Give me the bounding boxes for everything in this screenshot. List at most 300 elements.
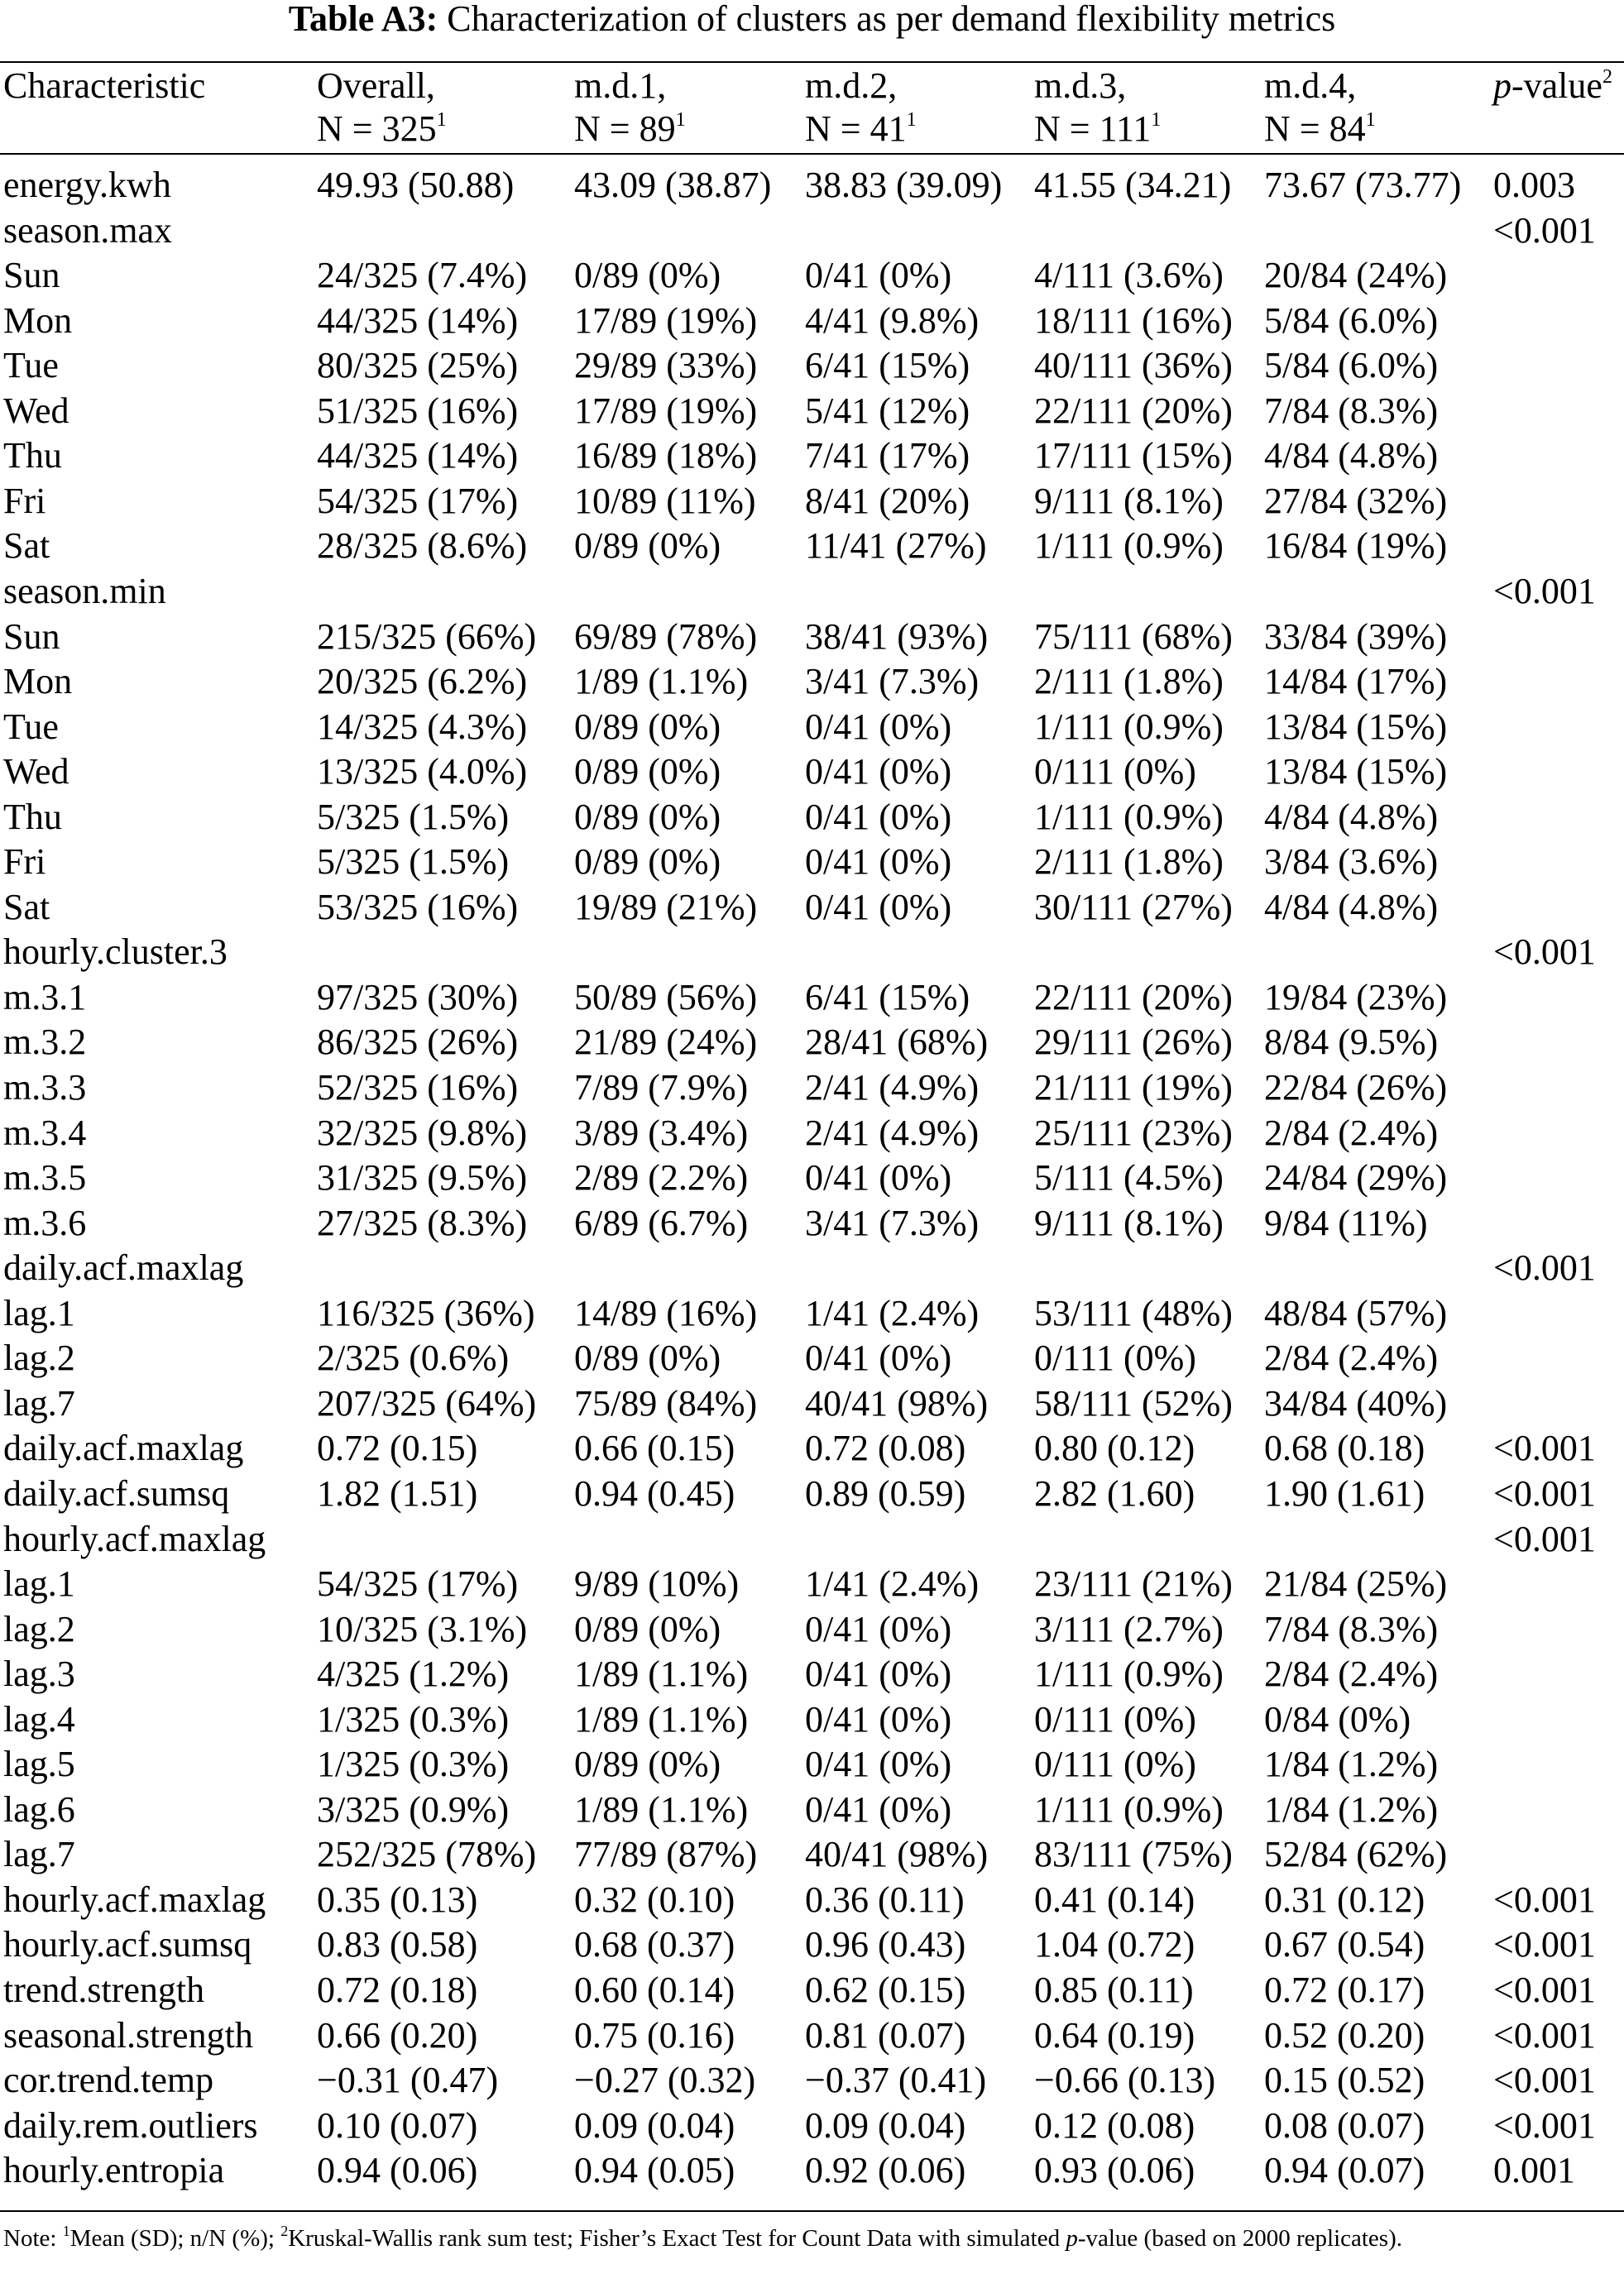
cell-md1: 16/89 (18%): [574, 435, 758, 476]
table-row: [0, 795, 1624, 840]
cell-md4: 24/84 (29%): [1264, 1157, 1448, 1199]
cell-overall: 3/325 (0.9%): [317, 1788, 510, 1830]
cell-md1: 0.94 (0.45): [574, 1472, 735, 1514]
cell-md1: 29/89 (33%): [574, 345, 758, 386]
cell-md4: 1/84 (1.2%): [1264, 1744, 1439, 1785]
table-row: [0, 1607, 1624, 1652]
cell-md1: 17/89 (19%): [574, 299, 758, 341]
cell-overall: 5/325 (1.5%): [317, 796, 510, 837]
cell-md4: 4/84 (4.8%): [1264, 435, 1439, 476]
header-overall-n: N = 325: [317, 108, 437, 149]
cell-md2: 0/41 (0%): [805, 886, 952, 927]
cell-characteristic: daily.rem.outliers: [3, 2104, 258, 2146]
cell-overall: 27/325 (8.3%): [317, 1202, 528, 1243]
cell-overall: 0.94 (0.06): [317, 2150, 478, 2191]
cell-md1: 77/89 (87%): [574, 1834, 758, 1875]
note-sup1: 1: [62, 2223, 70, 2239]
cell-md2: 0/41 (0%): [805, 255, 952, 296]
cell-md1: 1/89 (1.1%): [574, 1788, 749, 1830]
cell-p-value: <0.001: [1493, 2104, 1596, 2146]
cell-md3: 75/111 (68%): [1034, 615, 1233, 657]
cell-md2: 0.62 (0.15): [805, 1970, 966, 2010]
cell-p-value: <0.001: [1493, 1518, 1596, 1559]
cell-characteristic: Sun: [3, 255, 60, 296]
header-md4-sup: 1: [1365, 109, 1376, 131]
cell-md3: 1/111 (0.9%): [1034, 796, 1224, 837]
cell-characteristic: Sat: [3, 525, 50, 567]
cell-characteristic: daily.acf.sumsq: [3, 1472, 230, 1514]
cell-md1: 0.32 (0.10): [574, 1879, 735, 1920]
table-header: [0, 65, 1624, 147]
table-row: [0, 1111, 1624, 1156]
cell-md4: 3/84 (3.6%): [1264, 841, 1439, 883]
cell-md2: 0/41 (0%): [805, 1788, 952, 1830]
cell-md3: 0.12 (0.08): [1034, 2104, 1195, 2146]
header-md3-line1: m.d.3,: [1034, 65, 1127, 106]
cell-md1: 10/89 (11%): [574, 480, 756, 521]
cell-overall: 0.35 (0.13): [317, 1879, 478, 1920]
cell-md2: 1/41 (2.4%): [805, 1563, 980, 1605]
cell-characteristic: daily.acf.maxlag: [3, 1428, 244, 1469]
cell-md2: 0/41 (0%): [805, 751, 952, 792]
header-md1-n: N = 89: [574, 108, 676, 149]
cell-overall: 2/325 (0.6%): [317, 1338, 510, 1379]
header-md3: [1034, 65, 1161, 151]
header-p-sup: 2: [1602, 66, 1612, 88]
cell-md2: 0/41 (0%): [805, 1698, 952, 1740]
cell-p-value: <0.001: [1493, 1970, 1596, 2010]
cell-md3: 9/111 (8.1%): [1034, 1202, 1224, 1243]
table-row: [0, 1652, 1624, 1697]
cell-md4: 0.15 (0.52): [1264, 2060, 1425, 2101]
table-row: [0, 343, 1624, 388]
cell-characteristic: lag.2: [3, 1608, 75, 1649]
header-p-value: [1493, 65, 1612, 108]
table-caption-label: Table A3:: [288, 0, 438, 39]
cell-md3: 0.41 (0.14): [1034, 1879, 1195, 1920]
cell-md4: 21/84 (25%): [1264, 1563, 1448, 1605]
cell-md1: 0/89 (0%): [574, 525, 721, 567]
cell-p-value: <0.001: [1493, 1428, 1596, 1469]
cell-overall: 31/325 (9.5%): [317, 1157, 528, 1199]
cell-md2: 0.92 (0.06): [805, 2150, 966, 2191]
cell-overall: 1.82 (1.51): [317, 1472, 478, 1514]
cell-md4: 1.90 (1.61): [1264, 1472, 1425, 1514]
header-md4-line1: m.d.4,: [1264, 65, 1357, 106]
cell-md4: 34/84 (40%): [1264, 1382, 1448, 1424]
cell-overall: 54/325 (17%): [317, 480, 519, 521]
cell-md3: 0.64 (0.19): [1034, 2014, 1195, 2056]
note-part1: Mean (SD); n/N (%);: [69, 2225, 281, 2252]
header-characteristic: Characteristic: [3, 65, 206, 106]
cell-md2: 0/41 (0%): [805, 841, 952, 883]
cell-md4: 16/84 (19%): [1264, 525, 1448, 567]
cell-characteristic: hourly.acf.maxlag: [3, 1518, 266, 1559]
cell-md1: 6/89 (6.7%): [574, 1202, 749, 1243]
cell-p-value: 0.003: [1493, 165, 1575, 205]
cell-md4: 13/84 (15%): [1264, 751, 1448, 792]
cell-md2: 0/41 (0%): [805, 796, 952, 837]
cell-p-value: <0.001: [1493, 1924, 1596, 1965]
cell-md4: 13/84 (15%): [1264, 706, 1448, 747]
cell-md3: 0.80 (0.12): [1034, 1428, 1195, 1469]
cell-md3: 2/111 (1.8%): [1034, 661, 1224, 702]
table-row: [0, 2104, 1624, 2148]
cell-md3: 4/111 (3.6%): [1034, 255, 1224, 296]
cell-md3: 0/111 (0%): [1034, 1338, 1196, 1379]
cell-characteristic: Sat: [3, 886, 50, 927]
cell-md1: 1/89 (1.1%): [574, 1698, 749, 1740]
cell-md2: 8/41 (20%): [805, 480, 970, 521]
table-row: [0, 1968, 1624, 2013]
header-md4-n: N = 84: [1264, 108, 1366, 149]
table-note: [3, 2222, 1617, 2255]
cell-md4: 5/84 (6.0%): [1264, 345, 1439, 386]
cell-md1: 0/89 (0%): [574, 796, 721, 837]
table-row: [0, 840, 1624, 884]
cell-md4: 0.94 (0.07): [1264, 2150, 1425, 2191]
table-row: [0, 479, 1624, 524]
cell-p-value: <0.001: [1493, 570, 1596, 611]
cell-md2: 0.81 (0.07): [805, 2014, 966, 2056]
header-md1-sup: 1: [675, 109, 686, 131]
table-caption-text: Characterization of clusters as per demand flexibility metrics: [447, 0, 1336, 39]
cell-md3: −0.66 (0.13): [1034, 2060, 1216, 2101]
header-md3-sup: 1: [1151, 109, 1162, 131]
cell-overall: 1/325 (0.3%): [317, 1744, 510, 1785]
cell-overall: 44/325 (14%): [317, 435, 519, 476]
cell-characteristic: hourly.acf.maxlag: [3, 1879, 266, 1920]
cell-md2: 5/41 (12%): [805, 390, 970, 431]
cell-md3: 29/111 (26%): [1034, 1022, 1233, 1063]
cell-characteristic: lag.1: [3, 1292, 75, 1333]
cell-characteristic: hourly.entropia: [3, 2150, 225, 2191]
cell-p-value: <0.001: [1493, 2014, 1596, 2056]
cell-characteristic: Fri: [3, 841, 46, 883]
cell-md1: 0.94 (0.05): [574, 2150, 735, 2191]
note-p-letter: p: [1066, 2225, 1078, 2252]
cell-overall: 5/325 (1.5%): [317, 841, 510, 883]
cell-md4: 0.08 (0.07): [1264, 2104, 1425, 2146]
cell-md1: 43.09 (38.87): [574, 165, 772, 205]
cell-md1: 17/89 (19%): [574, 390, 758, 431]
cell-md2: 40/41 (98%): [805, 1382, 989, 1424]
table-row: [0, 615, 1624, 659]
cell-characteristic: Tue: [3, 345, 59, 386]
cell-md1: 0.68 (0.37): [574, 1924, 735, 1965]
cell-md2: 3/41 (7.3%): [805, 661, 980, 702]
cell-md2: 6/41 (15%): [805, 345, 970, 386]
table-row: [0, 569, 1624, 614]
cell-md3: 1/111 (0.9%): [1034, 706, 1224, 747]
cell-overall: −0.31 (0.47): [317, 2060, 499, 2101]
cell-characteristic: m.3.2: [3, 1022, 87, 1063]
cell-overall: 24/325 (7.4%): [317, 255, 528, 296]
cell-characteristic: Sun: [3, 615, 60, 657]
cell-md2: 2/41 (4.9%): [805, 1067, 980, 1108]
cell-characteristic: Wed: [3, 390, 69, 431]
cell-md2: 2/41 (4.9%): [805, 1112, 980, 1153]
cell-md2: 0/41 (0%): [805, 1654, 952, 1695]
table-row: [0, 1065, 1624, 1110]
cell-md3: 1/111 (0.9%): [1034, 1654, 1224, 1695]
cell-characteristic: lag.5: [3, 1744, 75, 1785]
cell-overall: 215/325 (66%): [317, 615, 537, 657]
header-md2: [805, 65, 917, 151]
cell-md2: 11/41 (27%): [805, 525, 987, 567]
cell-md4: 8/84 (9.5%): [1264, 1022, 1439, 1063]
cell-overall: 52/325 (16%): [317, 1067, 519, 1108]
cell-md3: 9/111 (8.1%): [1034, 480, 1224, 521]
cell-md3: 53/111 (48%): [1034, 1292, 1233, 1333]
cell-md1: 0/89 (0%): [574, 1744, 721, 1785]
cell-md4: 9/84 (11%): [1264, 1202, 1428, 1243]
cell-characteristic: m.3.3: [3, 1067, 87, 1108]
table-row: [0, 2013, 1624, 2058]
cell-md4: 0.52 (0.20): [1264, 2014, 1425, 2056]
cell-overall: 20/325 (6.2%): [317, 661, 528, 702]
cell-characteristic: m.3.6: [3, 1202, 87, 1243]
cell-characteristic: Thu: [3, 796, 62, 837]
header-overall-sup: 1: [436, 109, 447, 131]
cell-overall: 4/325 (1.2%): [317, 1654, 510, 1695]
table-row: [0, 208, 1624, 253]
note-part3: -value (based on 2000 replicates).: [1077, 2225, 1402, 2252]
cell-characteristic: daily.acf.maxlag: [3, 1247, 244, 1289]
cell-md2: 38.83 (39.09): [805, 165, 1003, 205]
cell-p-value: <0.001: [1493, 1472, 1596, 1514]
cell-overall: 51/325 (16%): [317, 390, 519, 431]
cell-characteristic: Fri: [3, 480, 46, 521]
cell-md3: 23/111 (21%): [1034, 1563, 1233, 1605]
cell-md1: 0/89 (0%): [574, 841, 721, 883]
cell-overall: 54/325 (17%): [317, 1563, 519, 1605]
cell-md3: 22/111 (20%): [1034, 976, 1233, 1017]
cell-md2: 0/41 (0%): [805, 706, 952, 747]
cell-characteristic: lag.3: [3, 1654, 75, 1695]
cell-md3: 41.55 (34.21): [1034, 165, 1232, 205]
cell-overall: 53/325 (16%): [317, 886, 519, 927]
header-md1: [574, 65, 686, 151]
header-rule: [0, 153, 1624, 155]
cell-md1: 0/89 (0%): [574, 1608, 721, 1649]
cell-overall: 0.83 (0.58): [317, 1924, 478, 1965]
table-row: [0, 1020, 1624, 1065]
table-row: [0, 1562, 1624, 1606]
cell-overall: 252/325 (78%): [317, 1834, 537, 1875]
cell-md2: 0.96 (0.43): [805, 1924, 966, 1965]
cell-p-value: <0.001: [1493, 1879, 1596, 1920]
cell-md2: 0.72 (0.08): [805, 1428, 966, 1469]
cell-md3: 3/111 (2.7%): [1034, 1608, 1224, 1649]
cell-overall: 0.72 (0.15): [317, 1428, 478, 1469]
cell-md3: 0/111 (0%): [1034, 1698, 1196, 1740]
cell-md1: 3/89 (3.4%): [574, 1112, 749, 1153]
cell-md1: 14/89 (16%): [574, 1292, 758, 1333]
cell-p-value: <0.001: [1493, 931, 1596, 973]
header-overall-line1: Overall,: [317, 65, 435, 106]
cell-overall: 49.93 (50.88): [317, 165, 515, 205]
cell-md2: 7/41 (17%): [805, 435, 970, 476]
cell-characteristic: lag.2: [3, 1338, 75, 1379]
header-md4: [1264, 65, 1376, 151]
cell-md4: 20/84 (24%): [1264, 255, 1448, 296]
cell-md4: 14/84 (17%): [1264, 661, 1448, 702]
cell-md3: 22/111 (20%): [1034, 390, 1233, 431]
table-row: [0, 1426, 1624, 1471]
cell-characteristic: seasonal.strength: [3, 2014, 253, 2056]
note-prefix: Note:: [3, 2225, 63, 2252]
cell-md1: 75/89 (84%): [574, 1382, 758, 1424]
cell-md3: 1.04 (0.72): [1034, 1924, 1195, 1965]
table-row: [0, 2148, 1624, 2193]
table-row: [0, 1472, 1624, 1516]
cell-overall: 10/325 (3.1%): [317, 1608, 528, 1649]
cell-md3: 1/111 (0.9%): [1034, 525, 1224, 567]
header-p-letter: p: [1493, 65, 1511, 106]
cell-md3: 0/111 (0%): [1034, 751, 1196, 792]
cell-md2: 0.09 (0.04): [805, 2104, 966, 2146]
cell-md4: 1/84 (1.2%): [1264, 1788, 1439, 1830]
cell-md2: 28/41 (68%): [805, 1022, 989, 1063]
cell-md1: 0/89 (0%): [574, 1338, 721, 1379]
cell-overall: 44/325 (14%): [317, 299, 519, 341]
cell-md1: 21/89 (24%): [574, 1022, 758, 1063]
header-overall: [317, 65, 447, 151]
cell-md2: 6/41 (15%): [805, 976, 970, 1017]
cell-md1: 0.75 (0.16): [574, 2014, 735, 2056]
table-row: [0, 705, 1624, 749]
header-p-rest: -value: [1511, 65, 1602, 106]
cell-characteristic: Thu: [3, 435, 62, 476]
table-caption: [0, 0, 1624, 38]
cell-md1: 9/89 (10%): [574, 1563, 740, 1605]
cell-characteristic: lag.7: [3, 1382, 75, 1424]
table-row: [0, 885, 1624, 930]
cell-md1: 69/89 (78%): [574, 615, 758, 657]
cell-md3: 40/111 (36%): [1034, 345, 1233, 386]
cell-p-value: 0.001: [1493, 2150, 1575, 2191]
cell-characteristic: hourly.acf.sumsq: [3, 1924, 252, 1965]
cell-md4: 19/84 (23%): [1264, 976, 1448, 1017]
cell-md2: 3/41 (7.3%): [805, 1202, 980, 1243]
cell-md1: −0.27 (0.32): [574, 2060, 756, 2101]
cell-md3: 83/111 (75%): [1034, 1834, 1233, 1875]
cell-overall: 207/325 (64%): [317, 1382, 537, 1424]
top-rule: [0, 61, 1624, 63]
table-row: [0, 1336, 1624, 1381]
cell-characteristic: m.3.5: [3, 1157, 87, 1199]
cell-overall: 97/325 (30%): [317, 976, 519, 1017]
table-row: [0, 2058, 1624, 2103]
table-row: [0, 659, 1624, 704]
cell-characteristic: cor.trend.temp: [3, 2060, 214, 2101]
cell-characteristic: hourly.cluster.3: [3, 931, 228, 973]
cell-md2: 0/41 (0%): [805, 1338, 952, 1379]
table-row: [0, 1156, 1624, 1200]
table-row: [0, 299, 1624, 343]
header-md1-line1: m.d.1,: [574, 65, 667, 106]
cell-overall: 13/325 (4.0%): [317, 751, 528, 792]
cell-md1: 0.09 (0.04): [574, 2104, 735, 2146]
cell-p-value: <0.001: [1493, 2060, 1596, 2101]
cell-md3: 30/111 (27%): [1034, 886, 1233, 927]
cell-md1: 19/89 (21%): [574, 886, 758, 927]
cell-md3: 17/111 (15%): [1034, 435, 1233, 476]
cell-overall: 86/325 (26%): [317, 1022, 519, 1063]
cell-overall: 0.10 (0.07): [317, 2104, 478, 2146]
table-row: [0, 1742, 1624, 1787]
cell-md1: 0/89 (0%): [574, 255, 721, 296]
table-row: [0, 1291, 1624, 1336]
cell-md4: 0.68 (0.18): [1264, 1428, 1425, 1469]
cell-md4: 33/84 (39%): [1264, 615, 1448, 657]
cell-md4: 7/84 (8.3%): [1264, 390, 1439, 431]
cell-md3: 25/111 (23%): [1034, 1112, 1233, 1153]
table-row: [0, 1878, 1624, 1922]
table-row: [0, 433, 1624, 478]
cell-md3: 2.82 (1.60): [1034, 1472, 1195, 1514]
header-md2-line1: m.d.2,: [805, 65, 898, 106]
table-row: [0, 1697, 1624, 1742]
cell-characteristic: Tue: [3, 706, 59, 747]
cell-md2: 0/41 (0%): [805, 1157, 952, 1199]
cell-overall: 28/325 (8.6%): [317, 525, 528, 567]
cell-md4: 7/84 (8.3%): [1264, 1608, 1439, 1649]
cell-md4: 4/84 (4.8%): [1264, 886, 1439, 927]
cell-md2: 0/41 (0%): [805, 1608, 952, 1649]
header-md2-n: N = 41: [805, 108, 907, 149]
cell-md2: 0.89 (0.59): [805, 1472, 966, 1514]
cell-p-value: <0.001: [1493, 1247, 1596, 1289]
cell-md3: 2/111 (1.8%): [1034, 841, 1224, 883]
bottom-rule: [0, 2210, 1624, 2212]
cell-characteristic: trend.strength: [3, 1970, 205, 2010]
cell-md4: 2/84 (2.4%): [1264, 1338, 1439, 1379]
cell-md1: 50/89 (56%): [574, 976, 758, 1017]
cell-md2: −0.37 (0.41): [805, 2060, 987, 2101]
cell-md3: 21/111 (19%): [1034, 1067, 1233, 1108]
cell-characteristic: Mon: [3, 661, 73, 702]
cell-md3: 0/111 (0%): [1034, 1744, 1196, 1785]
cell-md1: 0/89 (0%): [574, 706, 721, 747]
cell-md4: 2/84 (2.4%): [1264, 1654, 1439, 1695]
cell-overall: 1/325 (0.3%): [317, 1698, 510, 1740]
cell-md3: 58/111 (52%): [1034, 1382, 1233, 1424]
table-row: [0, 524, 1624, 568]
cell-md1: 2/89 (2.2%): [574, 1157, 749, 1199]
cell-md1: 1/89 (1.1%): [574, 1654, 749, 1695]
table-row: [0, 1246, 1624, 1290]
cell-md1: 0.66 (0.15): [574, 1428, 735, 1469]
cell-characteristic: season.min: [3, 570, 166, 611]
table-row: [0, 975, 1624, 1020]
cell-md4: 2/84 (2.4%): [1264, 1112, 1439, 1153]
cell-md4: 48/84 (57%): [1264, 1292, 1448, 1333]
cell-characteristic: lag.7: [3, 1834, 75, 1875]
cell-md3: 5/111 (4.5%): [1034, 1157, 1224, 1199]
cell-md2: 1/41 (2.4%): [805, 1292, 980, 1333]
table-row: [0, 253, 1624, 298]
cell-md2: 38/41 (93%): [805, 615, 989, 657]
cell-md2: 40/41 (98%): [805, 1834, 989, 1875]
cell-overall: 116/325 (36%): [317, 1292, 535, 1333]
cell-characteristic: lag.4: [3, 1698, 75, 1740]
table-row: [0, 1788, 1624, 1832]
cell-md1: 0/89 (0%): [574, 751, 721, 792]
cell-characteristic: m.3.4: [3, 1112, 87, 1153]
cell-md2: 4/41 (9.8%): [805, 299, 980, 341]
